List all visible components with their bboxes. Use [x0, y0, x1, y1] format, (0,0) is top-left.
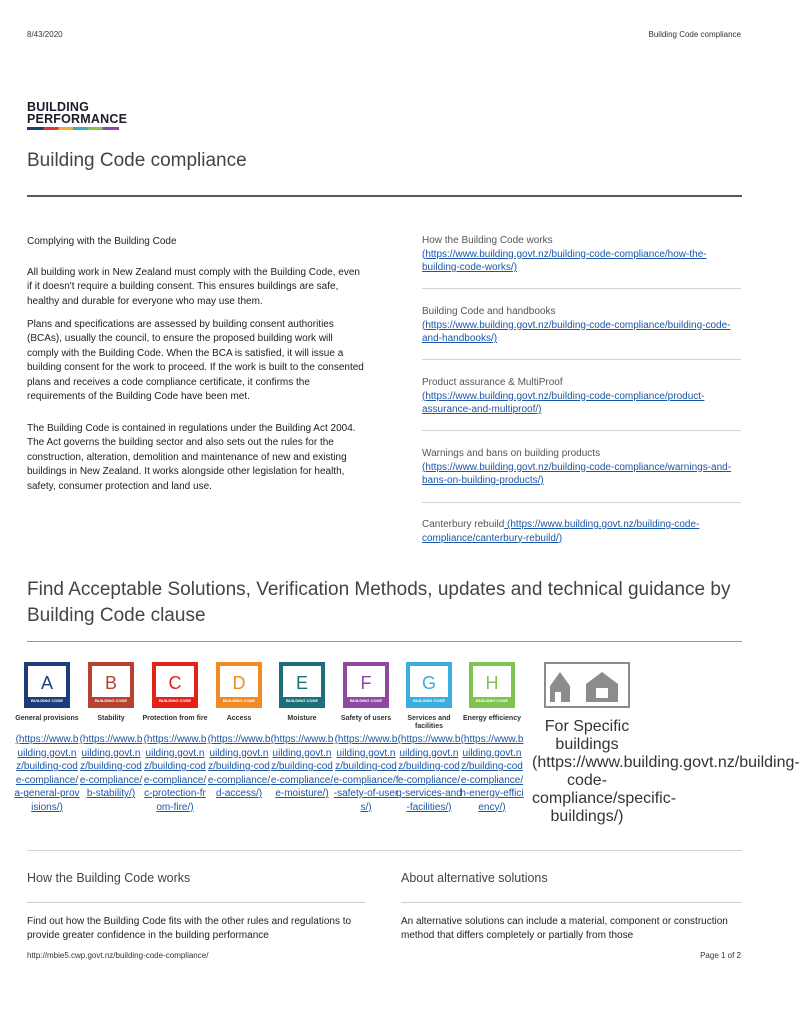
clause-e-card[interactable] [269, 662, 335, 801]
related-link-label: How the Building Code works [422, 235, 553, 246]
clause-c-tile[interactable] [152, 662, 198, 708]
logo-line-1: BUILDING [27, 100, 90, 114]
logo-color-bar [27, 127, 119, 130]
print-footer-url: http://mbie5.cwp.govt.nz/building-code-compliance/ [27, 951, 209, 960]
clause-f-tile[interactable] [343, 662, 389, 708]
how-code-works-heading[interactable]: How the Building Code works [27, 871, 191, 885]
clause-a-tile[interactable] [24, 662, 70, 708]
intro-heading: Complying with the Building Code [27, 236, 177, 247]
logo-line-2: PERFORMANCE [27, 112, 128, 126]
clause-strip: BUILDING CODE [92, 697, 130, 704]
clause-g-card[interactable] [396, 662, 462, 814]
how-code-works-body: Find out how the Building Code fits with the other rules and regulations to provide greater confidence in the building performance [27, 916, 352, 942]
page-title: Building Code compliance [27, 150, 247, 171]
clause-strip: BUILDING CODE [410, 697, 448, 704]
clause-b-card[interactable] [78, 662, 144, 801]
clause-url[interactable]: (https://www.building.govt.nz/building-code-compliance/g-services-and-facilities/) [396, 734, 462, 813]
clause-letter: F [360, 673, 372, 693]
link-divider [422, 288, 741, 289]
clause-d-tile[interactable] [216, 662, 262, 708]
specific-buildings-name: For Specific buildings [544, 718, 630, 753]
clause-strip: BUILDING CODE [156, 697, 194, 704]
clause-strip: BUILDING CODE [473, 697, 511, 704]
clause-url[interactable]: (https://www.building.govt.nz/building-code-compliance/e-moisture/) [270, 734, 334, 799]
clause-strip: BUILDING CODE [220, 697, 258, 704]
link-divider [422, 502, 741, 503]
clause-letter: E [295, 673, 308, 693]
clause-url[interactable]: (https://www.building.govt.nz/building-code-compliance/a-general-provisions/) [14, 734, 80, 813]
related-link-label: Building Code and handbooks [422, 306, 556, 317]
related-link-url[interactable]: (https://www.building.govt.nz/building-code-compliance/how-the-building-code-works/) [422, 248, 707, 273]
clause-c-card[interactable] [142, 662, 208, 814]
related-link-label: Product assurance & MultiProof [422, 377, 563, 388]
clause-letter: D [232, 673, 246, 693]
alternative-solutions-body: An alternative solutions can include a material, component or construction method that differs completely or partially from those [401, 916, 728, 942]
clause-a-card[interactable] [14, 662, 80, 814]
clause-g-tile[interactable] [406, 662, 452, 708]
clause-name: Moisture [287, 715, 317, 722]
clause-strip: BUILDING CODE [28, 697, 66, 704]
related-link-canterbury-rebuild[interactable] [422, 518, 742, 545]
clause-strip: BUILDING CODE [347, 697, 385, 704]
clause-url[interactable]: (https://www.building.govt.nz/building-code-compliance/c-protection-from-fire/) [143, 734, 207, 813]
related-link-product-assurance[interactable] [422, 376, 742, 417]
clause-name: Services and facilities [407, 715, 451, 730]
link-divider [422, 359, 741, 360]
clause-b-tile[interactable] [88, 662, 134, 708]
clause-h-tile[interactable] [469, 662, 515, 708]
print-page-title: Building Code compliance [648, 30, 741, 39]
related-link-url[interactable]: (https://www.building.govt.nz/building-code-compliance/product-assurance-and-multiproof/) [422, 390, 705, 415]
print-footer-page: Page 1 of 2 [700, 951, 741, 960]
related-link-warnings-and-bans[interactable] [422, 447, 742, 488]
clause-url[interactable]: (https://www.building.govt.nz/building-code-compliance/d-access/) [207, 734, 271, 799]
clauses-divider [27, 641, 742, 642]
clauses-section-title: Find Acceptable Solutions, Verification Methods, updates and technical guidance by Building Code clause [27, 579, 731, 626]
section-divider [27, 902, 365, 903]
specific-buildings-icon[interactable] [544, 662, 630, 708]
intro-paragraph-1: All building work in New Zealand must comply with the Building Code, even if it doesn't require a building consent. This ensures buildings are safe, healthy and durable for everyone who may use them. [27, 267, 360, 307]
clause-e-tile[interactable] [279, 662, 325, 708]
clause-letter: H [485, 673, 499, 693]
building-performance-logo[interactable] [27, 101, 127, 125]
clause-name: Safety of users [340, 715, 392, 722]
link-divider [422, 430, 741, 431]
clause-name: General provisions [15, 715, 79, 722]
specific-buildings-card[interactable] [532, 662, 800, 826]
intro-paragraph-2: Plans and specifications are assessed by building consent authorities (BCAs), usually the council, to ensure the proposed building work will comply with the Building Code. When the BCA is satisfied, it will issue a building consent for the work to proceed. If the work is built to the consented plans and receives a code compliance certificate, it confirms the requirements of the Building Code have been met. [27, 319, 364, 403]
title-divider [27, 195, 742, 197]
clause-name: Access [226, 715, 252, 722]
clause-name: Protection from fire [142, 715, 208, 722]
related-link-url[interactable]: (https://www.building.govt.nz/building-code-compliance/canterbury-rebuild/) [422, 519, 700, 544]
clause-letter: A [40, 673, 53, 693]
alternative-solutions-heading[interactable]: About alternative solutions [401, 871, 548, 885]
clause-url[interactable]: (https://www.building.govt.nz/building-code-compliance/b-stability/) [79, 734, 143, 799]
related-link-label: Canterbury rebuild [422, 519, 505, 530]
clause-d-card[interactable] [206, 662, 272, 801]
clause-url[interactable]: (https://www.building.govt.nz/building-code-compliance/f-safety-of-users/) [333, 734, 399, 813]
related-link-url[interactable]: (https://www.building.govt.nz/building-code-compliance/warnings-and-bans-on-building-products/) [422, 461, 732, 486]
clause-letter: G [421, 673, 436, 693]
clauses-bottom-divider [27, 850, 742, 851]
clause-url[interactable]: (https://www.building.govt.nz/building-code-compliance/h-energy-efficiency/) [460, 734, 524, 813]
related-link-code-and-handbooks[interactable] [422, 305, 742, 346]
clause-f-card[interactable] [333, 662, 399, 814]
clause-strip: BUILDING CODE [283, 697, 321, 704]
clause-name: Energy efficiency [463, 715, 521, 722]
print-date: 8/43/2020 [27, 30, 63, 39]
related-link-label: Warnings and bans on building products [422, 448, 601, 459]
section-divider [401, 902, 742, 903]
clause-letter: C [168, 673, 182, 693]
specific-buildings-url[interactable]: (https://www.building.govt.nz/building-code-compliance/specific-buildings/) [532, 754, 800, 825]
related-link-url[interactable]: (https://www.building.govt.nz/building-code-compliance/building-code-and-handbooks/) [422, 319, 731, 344]
clause-h-card[interactable] [459, 662, 525, 814]
related-link-how-code-works[interactable] [422, 234, 742, 275]
intro-paragraph-3: The Building Code is contained in regulations under the Building Act 2004. The Act governs the building sector and also sets out the rules for the construction, alteration, demolition and maintenance of new and existing buildings in New Zealand. It works alongside other legislation for health, safety, consumer protection and land use. [27, 423, 356, 492]
clause-letter: B [104, 673, 117, 693]
clause-name: Stability [97, 715, 125, 722]
